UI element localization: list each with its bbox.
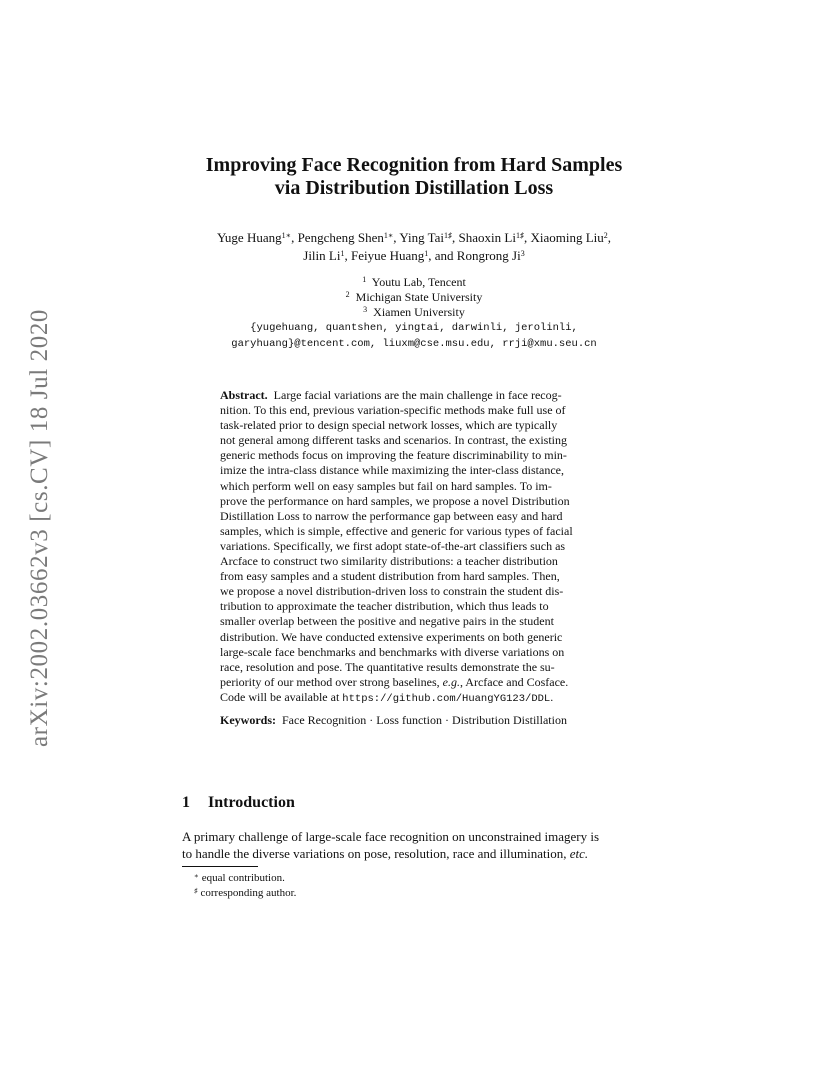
- author-separator: ,: [344, 248, 351, 263]
- abstract-line: generic methods focus on improving the feature discriminability to min-: [220, 448, 567, 463]
- footnote-item: [194, 886, 296, 901]
- code-url-link[interactable]: https://github.com/HuangYG123/DDL: [342, 692, 551, 705]
- section-title: Introduction: [208, 794, 295, 811]
- author-separator: ,: [523, 230, 531, 245]
- author-name: Feiyue Huang: [350, 248, 425, 263]
- intro-etc: etc.: [569, 846, 589, 861]
- arxiv-identifier-stamp: arXiv:2002.03662v3 [cs.CV] 18 Jul 2020: [26, 308, 53, 748]
- affiliation-mark: 3: [363, 305, 368, 314]
- abstract-line-text: Large facial variations are the main challenge in face recog-: [273, 388, 562, 402]
- affiliation-name: Xiamen University: [373, 305, 465, 319]
- abstract-line: imize the intra-class distance while maximizing the inter-class distance,: [220, 463, 564, 478]
- abstract-eg: e.g.: [442, 674, 460, 689]
- footnote-mark: ∗: [194, 872, 199, 880]
- abstract-line-text: .: [550, 689, 554, 704]
- abstract-line: task-related prior to design special network losses, which are typically: [220, 418, 558, 433]
- author-name: Rongrong Ji: [456, 248, 521, 263]
- footnote-mark: ♯: [194, 887, 198, 895]
- author-mark: 3: [520, 249, 525, 258]
- abstract-line: we propose a novel distribution-driven loss to constrain the student dis-: [220, 584, 564, 599]
- author-list: [0, 229, 828, 265]
- author-separator: , and: [428, 248, 457, 263]
- author-separator: ,: [607, 230, 612, 245]
- keywords-text: Face Recognition · Loss function · Distribution Distillation: [282, 713, 567, 727]
- affiliation-item: [0, 275, 828, 290]
- author-line-1: [0, 229, 828, 247]
- author-mark: 1♯: [515, 231, 524, 240]
- intro-line: [182, 845, 642, 862]
- author-mark: 1: [424, 249, 429, 258]
- affiliation-mark: 1: [362, 275, 367, 284]
- abstract-line: [220, 690, 613, 707]
- author-separator: ,: [393, 230, 400, 245]
- introduction-paragraph: [182, 828, 642, 862]
- footnote-text: corresponding author.: [200, 887, 297, 899]
- author-separator: ,: [291, 230, 298, 245]
- author-separator: ,: [452, 230, 459, 245]
- abstract-line: from easy samples and a student distribution from hard samples. Then,: [220, 569, 560, 584]
- abstract-line: not general among different tasks and scenarios. In contrast, the existing: [220, 433, 568, 448]
- intro-line: A primary challenge of large-scale face recognition on unconstrained imagery is: [182, 829, 600, 844]
- abstract-line: [220, 388, 613, 403]
- email-line-1: {yugehuang, quantshen, yingtai, darwinli, jerolinli,: [250, 322, 578, 334]
- abstract-line: smaller overlap between the positive and negative pairs in the student: [220, 614, 554, 629]
- author-mark: 2: [603, 231, 608, 240]
- email-line-2: garyhuang}@tencent.com, liuxm@cse.msu.edu, rrji@xmu.seu.cn: [231, 338, 597, 350]
- affiliation-mark: 2: [345, 290, 350, 299]
- abstract-line: Distillation Loss to narrow the performance gap between easy and hard: [220, 508, 563, 523]
- author-mark: 1: [340, 249, 345, 258]
- section-number: 1: [182, 794, 190, 811]
- title-line-2: via Distribution Distillation Loss: [274, 177, 554, 199]
- abstract-line-text: Code will be available at: [220, 689, 343, 704]
- abstract-line: tribution to approximate the teacher distribution, which thus leads to: [220, 599, 549, 614]
- author-name: Ying Tai: [399, 230, 445, 245]
- abstract-line: [220, 675, 613, 690]
- abstract-line: samples, which is simple, effective and generic for various types of facial: [220, 523, 573, 538]
- intro-line-text: to handle the diverse variations on pose, resolution, race and illumination,: [182, 846, 570, 861]
- footnote-item: [194, 871, 296, 886]
- abstract-line: distribution. We have conducted extensive experiments on both generic: [220, 629, 563, 644]
- abstract-line: nition. To this end, previous variation-specific methods make full use of: [220, 403, 566, 418]
- affiliation-name: Michigan State University: [355, 290, 483, 304]
- abstract-line: large-scale face benchmarks and benchmarks with diverse variations on: [220, 644, 565, 659]
- author-name: Yuge Huang: [216, 230, 282, 245]
- title-line-1: Improving Face Recognition from Hard Samples: [205, 154, 623, 176]
- author-mark: 1∗: [383, 231, 394, 240]
- author-name: Pengcheng Shen: [297, 230, 384, 245]
- abstract-line: Arcface to construct two similarity distributions: a teacher distribution: [220, 554, 558, 569]
- author-name: Shaoxin Li: [458, 230, 516, 245]
- abstract-line-text: periority of our method over strong baselines,: [220, 674, 443, 689]
- abstract: [220, 388, 613, 707]
- author-name: Jilin Li: [303, 248, 341, 263]
- affiliation-list: [0, 275, 828, 320]
- author-name: Xiaoming Liu: [530, 230, 604, 245]
- footnote-text: equal contribution.: [201, 872, 285, 884]
- abstract-line-text: , Arcface and Cosface.: [459, 674, 569, 689]
- footnotes: [194, 871, 296, 901]
- paper-title: [0, 154, 828, 200]
- abstract-line: race, resolution and pose. The quantitative results demonstrate the su-: [220, 659, 555, 674]
- keywords: [220, 713, 630, 728]
- abstract-line: variations. Specifically, we first adopt state-of-the-art classifiers such as: [220, 538, 566, 553]
- abstract-line: prove the performance on hard samples, we propose a novel Distribution: [220, 493, 570, 508]
- section-heading-introduction: [182, 794, 295, 812]
- affiliation-name: Youtu Lab, Tencent: [371, 275, 466, 289]
- affiliation-item: [0, 305, 828, 320]
- author-mark: 1∗: [281, 231, 292, 240]
- author-line-2: [0, 247, 828, 265]
- author-mark: 1♯: [444, 231, 453, 240]
- abstract-label: Abstract.: [220, 388, 268, 402]
- footnote-rule: [182, 866, 258, 867]
- author-emails: [0, 320, 828, 352]
- abstract-line: which perform well on easy samples but fail on hard samples. To im-: [220, 478, 552, 493]
- affiliation-item: [0, 290, 828, 305]
- keywords-label: Keywords:: [220, 713, 276, 727]
